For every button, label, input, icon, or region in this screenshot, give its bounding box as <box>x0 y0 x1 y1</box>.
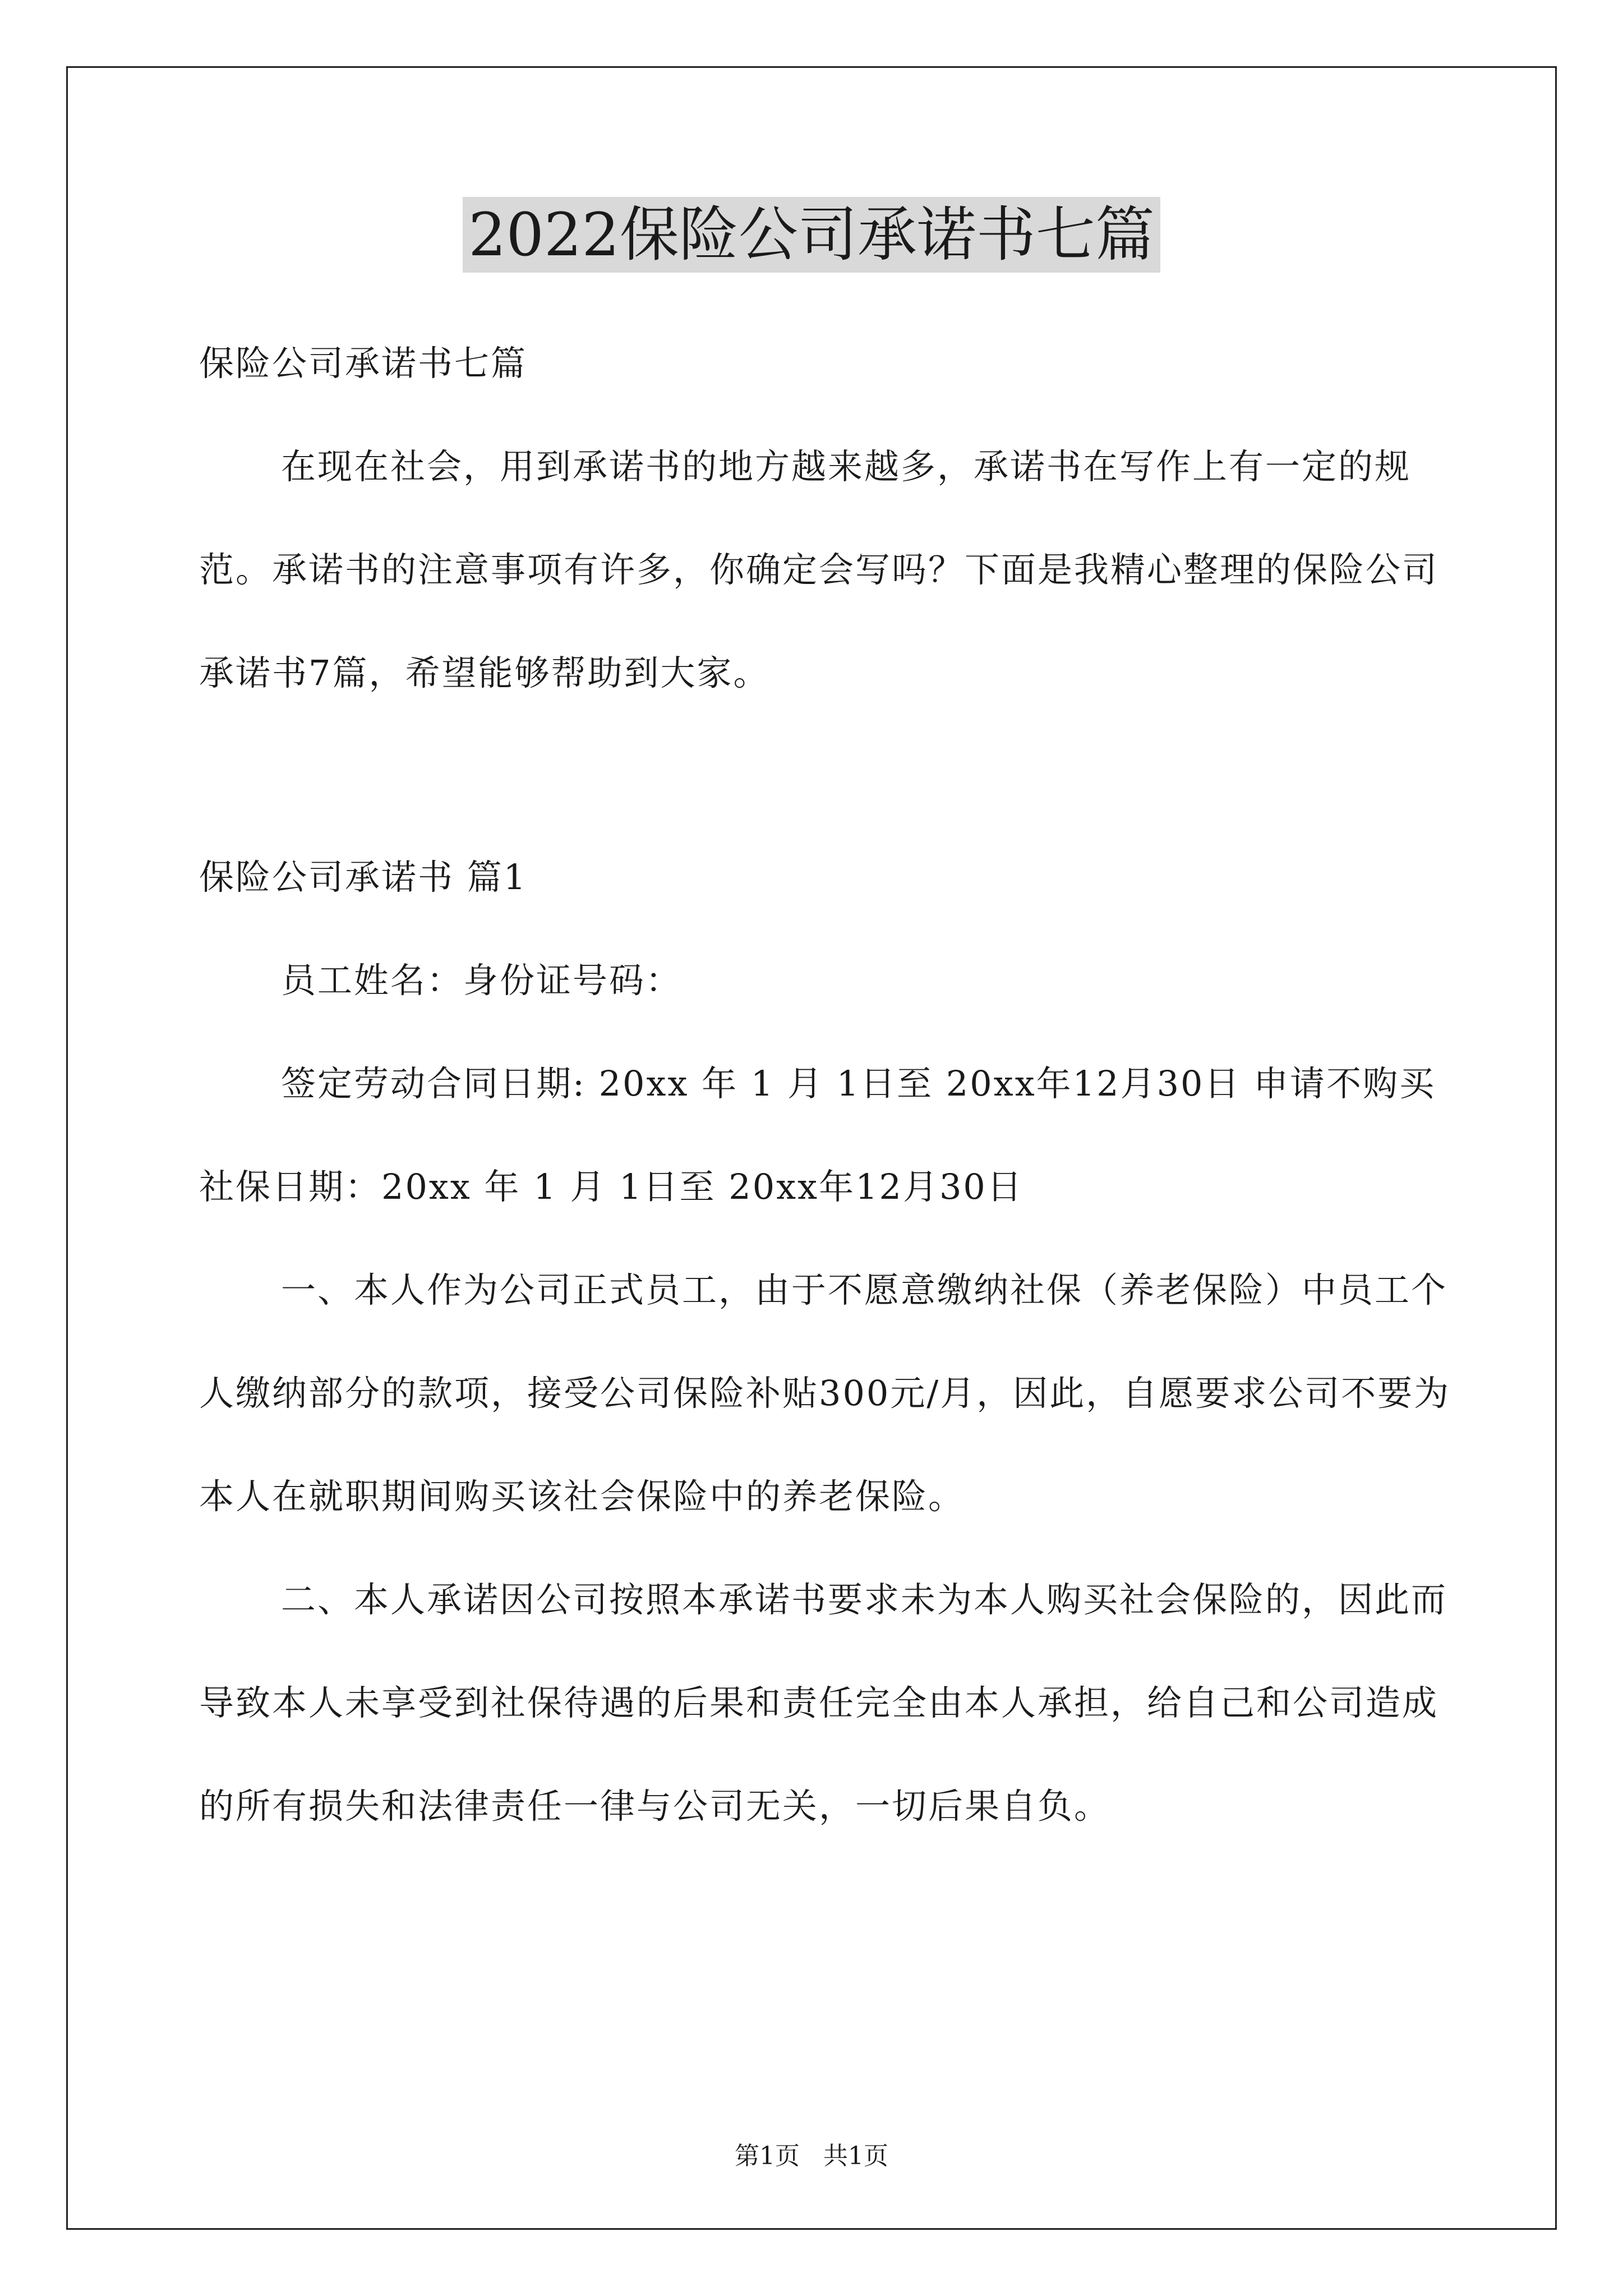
document-title-text: 2022保险公司承诺书七篇 <box>463 197 1160 273</box>
contract-dates-paragraph: 签定劳动合同日期: 20xx 年 1 月 1日至 20xx年12月30日 申请不购买社保日期：20xx 年 1 月 1日至 20xx年12月30日 <box>199 1063 1436 1207</box>
page-footer: 第1页 共1页 <box>735 2142 888 2170</box>
clause-two-paragraph: 二、本人承诺因公司按照本承诺书要求未为本人购买社会保险的，因此而导致本人未享受到社保待遇的后果和责任完全由本人承担，给自己和公司造成的所有损失和法律责任一律与公司无关，一切后果自负。 <box>199 1579 1448 1826</box>
intro-paragraph: 在现在社会，用到承诺书的地方越来越多，承诺书在写作上有一定的规范。承诺书的注意事项有许多，你确定会写吗？下面是我精心整理的保险公司承诺书7篇，希望能够帮助到大家。 <box>199 446 1439 693</box>
employee-info-line: 员工姓名：身份证号码： <box>281 960 683 1001</box>
document-subtitle: 保险公司承诺书七篇 <box>199 343 528 384</box>
document-body <box>199 312 1455 1858</box>
section-heading: 保险公司承诺书 篇1 <box>199 857 528 898</box>
document-title <box>0 199 1623 270</box>
clause-one-paragraph: 一、本人作为公司正式员工，由于不愿意缴纳社保（养老保险）中员工个人缴纳部分的款项，接受公司保险补贴300元/月，因此，自愿要求公司不要为本人在就职期间购买该社会保险中的养老保险。 <box>199 1269 1451 1517</box>
